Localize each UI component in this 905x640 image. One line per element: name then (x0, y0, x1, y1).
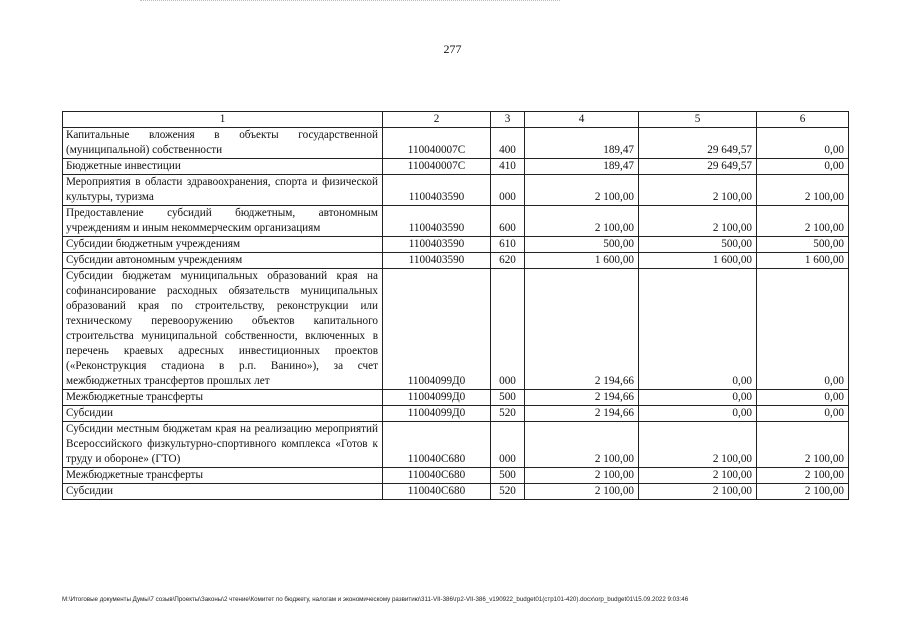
row-name: Бюджетные инвестиции (63, 159, 383, 175)
row-value-col4: 2 100,00 (525, 422, 639, 468)
row-value-col6: 0,00 (757, 159, 849, 175)
document-file-path-footer: M:\Итоговые документы Думы\7 созыв\Проекты\Законы\2 чтение\Комитет по бюджету, налогам и экономическому развитию\311-VII-386\гр2-VII-386_v190922_budget01(стр101-420).docx\orp_budget01\15.09.2022 9:03:46 (62, 596, 689, 603)
row-value-col6: 0,00 (757, 128, 849, 159)
row-name: Предоставление субсидий бюджетным, автономным учреждениям и иным некоммерческим организациям (63, 206, 383, 237)
column-header: 6 (757, 112, 849, 128)
row-name: Мероприятия в области здравоохранения, спорта и физической культуры, туризма (63, 175, 383, 206)
column-header: 4 (525, 112, 639, 128)
scan-artifact-line (140, 0, 560, 3)
row-value-col4: 189,47 (525, 159, 639, 175)
row-expense-type: 600 (491, 206, 525, 237)
row-value-col5: 0,00 (639, 269, 757, 390)
row-value-col5: 2 100,00 (639, 422, 757, 468)
row-name: Капитальные вложения в объекты государственной (муниципальной) собственности (63, 128, 383, 159)
row-value-col5: 29 649,57 (639, 159, 757, 175)
row-expense-type: 520 (491, 406, 525, 422)
table-row (63, 390, 849, 406)
table-row (63, 206, 849, 237)
table-row (63, 237, 849, 253)
row-value-col6: 0,00 (757, 406, 849, 422)
row-value-col6: 0,00 (757, 269, 849, 390)
row-expense-type: 500 (491, 390, 525, 406)
row-expense-type: 610 (491, 237, 525, 253)
row-target-article: 11004099Д0 (383, 269, 491, 390)
row-name: Субсидии автономным учреждениям (63, 253, 383, 269)
row-expense-type: 000 (491, 175, 525, 206)
table-header-row (63, 112, 849, 128)
row-target-article: 110040С680 (383, 484, 491, 500)
row-value-col5: 2 100,00 (639, 206, 757, 237)
column-header: 5 (639, 112, 757, 128)
row-target-article: 1100403590 (383, 253, 491, 269)
row-value-col6: 2 100,00 (757, 206, 849, 237)
table-row (63, 128, 849, 159)
row-value-col5: 0,00 (639, 406, 757, 422)
row-name: Субсидии (63, 406, 383, 422)
row-target-article: 1100403590 (383, 206, 491, 237)
row-value-col4: 500,00 (525, 237, 639, 253)
row-target-article: 110040007С (383, 128, 491, 159)
row-value-col6: 0,00 (757, 390, 849, 406)
row-name: Субсидии бюджетам муниципальных образований края на софинансирование расходных обязательств муниципальных образований края по строительству, реконструкции или техническому перевооружению объектов капитального строительства муниципальной собственности, включенных в перечень краевых адресных инвестиционных проектов («Реконструкция стадиона в р.п. Ванино»), за счет межбюджетных трансфертов прошлых лет (63, 269, 383, 390)
row-value-col6: 2 100,00 (757, 484, 849, 500)
row-value-col4: 2 100,00 (525, 206, 639, 237)
row-value-col6: 2 100,00 (757, 468, 849, 484)
row-value-col4: 2 194,66 (525, 406, 639, 422)
budget-table (62, 111, 849, 500)
row-name: Субсидии местным бюджетам края на реализацию мероприятий Всероссийского физкультурно-спортивного комплекса «Готов к труду и обороне» (ГТО) (63, 422, 383, 468)
table-row (63, 159, 849, 175)
row-expense-type: 000 (491, 422, 525, 468)
row-value-col5: 0,00 (639, 390, 757, 406)
row-value-col4: 1 600,00 (525, 253, 639, 269)
row-expense-type: 500 (491, 468, 525, 484)
row-target-article: 1100403590 (383, 237, 491, 253)
row-value-col6: 2 100,00 (757, 422, 849, 468)
row-value-col6: 2 100,00 (757, 175, 849, 206)
row-value-col4: 2 194,66 (525, 269, 639, 390)
table-row (63, 422, 849, 468)
row-target-article: 11004099Д0 (383, 390, 491, 406)
table-row (63, 406, 849, 422)
table-row (63, 468, 849, 484)
column-header: 1 (63, 112, 383, 128)
row-target-article: 110040С680 (383, 468, 491, 484)
row-expense-type: 000 (491, 269, 525, 390)
row-value-col5: 1 600,00 (639, 253, 757, 269)
row-value-col4: 2 100,00 (525, 175, 639, 206)
row-value-col4: 189,47 (525, 128, 639, 159)
row-value-col4: 2 100,00 (525, 484, 639, 500)
row-value-col6: 1 600,00 (757, 253, 849, 269)
row-target-article: 1100403590 (383, 175, 491, 206)
row-name: Субсидии (63, 484, 383, 500)
row-expense-type: 620 (491, 253, 525, 269)
row-value-col6: 500,00 (757, 237, 849, 253)
row-value-col5: 2 100,00 (639, 175, 757, 206)
page-number: 277 (443, 42, 462, 56)
row-name: Межбюджетные трансферты (63, 468, 383, 484)
table-row (63, 253, 849, 269)
row-target-article: 110040007С (383, 159, 491, 175)
column-header: 3 (491, 112, 525, 128)
row-expense-type: 400 (491, 128, 525, 159)
row-value-col5: 2 100,00 (639, 484, 757, 500)
table-row (63, 269, 849, 390)
row-expense-type: 520 (491, 484, 525, 500)
table-row (63, 175, 849, 206)
table-row (63, 484, 849, 500)
row-value-col4: 2 100,00 (525, 468, 639, 484)
row-value-col5: 29 649,57 (639, 128, 757, 159)
row-name: Межбюджетные трансферты (63, 390, 383, 406)
row-target-article: 110040С680 (383, 422, 491, 468)
column-header: 2 (383, 112, 491, 128)
row-value-col4: 2 194,66 (525, 390, 639, 406)
row-expense-type: 410 (491, 159, 525, 175)
row-value-col5: 2 100,00 (639, 468, 757, 484)
row-name: Субсидии бюджетным учреждениям (63, 237, 383, 253)
row-target-article: 11004099Д0 (383, 406, 491, 422)
row-value-col5: 500,00 (639, 237, 757, 253)
